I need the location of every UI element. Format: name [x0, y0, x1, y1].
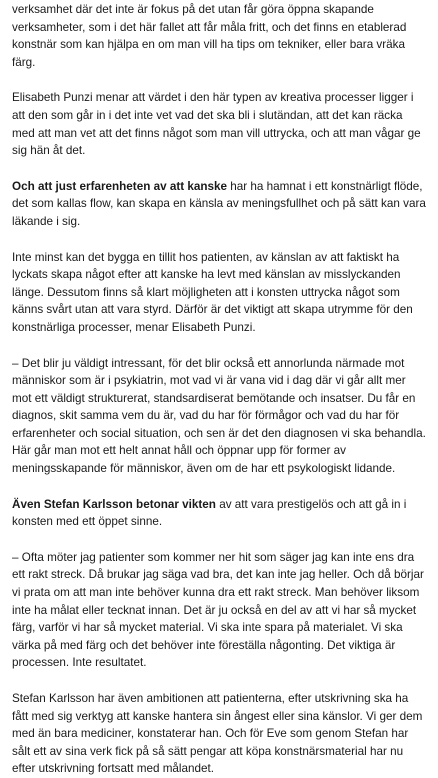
- paragraph: [12, 496, 426, 531]
- paragraph-text: har ha hamnat i ett konstnärligt flöde, det som kallas flow, kan skapa en känsla av meningsfullhet och på sätt kan vara läkande i sig.: [12, 179, 426, 228]
- paragraph: [12, 89, 426, 159]
- paragraph-text: av att vara prestigelös och att gå in i konsten med ett öppet sinne.: [12, 497, 407, 529]
- paragraph-text: verksamhet där det inte är fokus på det utan får göra öppna skapande verksamheter, som i det här fallet att får måla fritt, och det finns en etablerad konstnär som kan hjälpa en om man vill ha tips om tekniker, eller bara vräka färg.: [12, 3, 407, 69]
- paragraph: [12, 355, 426, 478]
- paragraph-lead: Och att just erfarenheten av att kanske: [12, 179, 227, 193]
- paragraph: [12, 249, 426, 337]
- paragraph: [12, 1, 426, 71]
- paragraph-lead: Även Stefan Karlsson betonar vikten: [12, 497, 216, 511]
- paragraph-text: Stefan Karlsson har även ambitionen att patienterna, efter utskrivning ska ha fått med sig verktyg att kanske hantera sin ångest eller sina känslor. Vi ger dem med än bara mediciner, konstaterar han. Och för Eve som genom Stefan har sålt ett av sina verk fick på så sätt pengar att köpa konstnärsmaterial har nu efter utskrivning fortsatt med målandet.: [12, 692, 423, 776]
- paragraph: [12, 549, 426, 672]
- paragraph: [12, 178, 426, 231]
- paragraph-text: Elisabeth Punzi menar att värdet i den här typen av kreativa processer ligger i att den som går in i det inte vet vad det ska bli i slutändan, att det kan räcka med att man vet att det finns något som man vill uttrycka, och att man vågar ge sig hän åt det.: [12, 91, 421, 158]
- paragraph-text: Inte minst kan det bygga en tillit hos patienten, av känslan av att faktiskt ha lyckats skapa något efter att kanske ha levt med känslan av misslyckanden länge. Dessutom finns så klart möjligheten att i konsten uttrycka något som känns svårt utan att vara styrd. Därför är det viktigt att skapa utrymme för den konstnärliga processer, menar Elisabeth Punzi.: [12, 250, 413, 334]
- paragraph-text: – Ofta möter jag patienter som kommer ner hit som säger jag kan inte ens dra ett rakt streck. Då brukar jag säga vad bra, det kan inte jag heller. Och då börjar vi prata om att man inte behöver kunna dra ett rakt streck. Man behöver liksom inte ha målat eller tecknat innan. Det är ju också en del av att vi har så mycket färg, varför vi har så mycket material. Vi ska inte spara på materialet. Vi ska värka på med färg och det behöver inte föreställa någonting. Det viktiga är processen. Inte resultatet.: [12, 550, 424, 670]
- paragraph: [12, 690, 426, 778]
- paragraph-text: – Det blir ju väldigt intressant, för det blir också ett annorlunda närmade mot människor som är i psykiatrin, mot vad vi är vana vid i dag där vi går allt mer mot ett väldigt strukturerat, standsardiserat bemötande och insatser. Du får en diagnos, skit samma vem du är, vad du har för förmågor och vad du har för erfarenheter och social situation, och sen är det den diagnosen vi ska behandla. Här går man mot ett helt annat håll och öppnar upp för former av meningsskapande för människor, även om de har ett psykologiskt lidande.: [12, 356, 426, 476]
